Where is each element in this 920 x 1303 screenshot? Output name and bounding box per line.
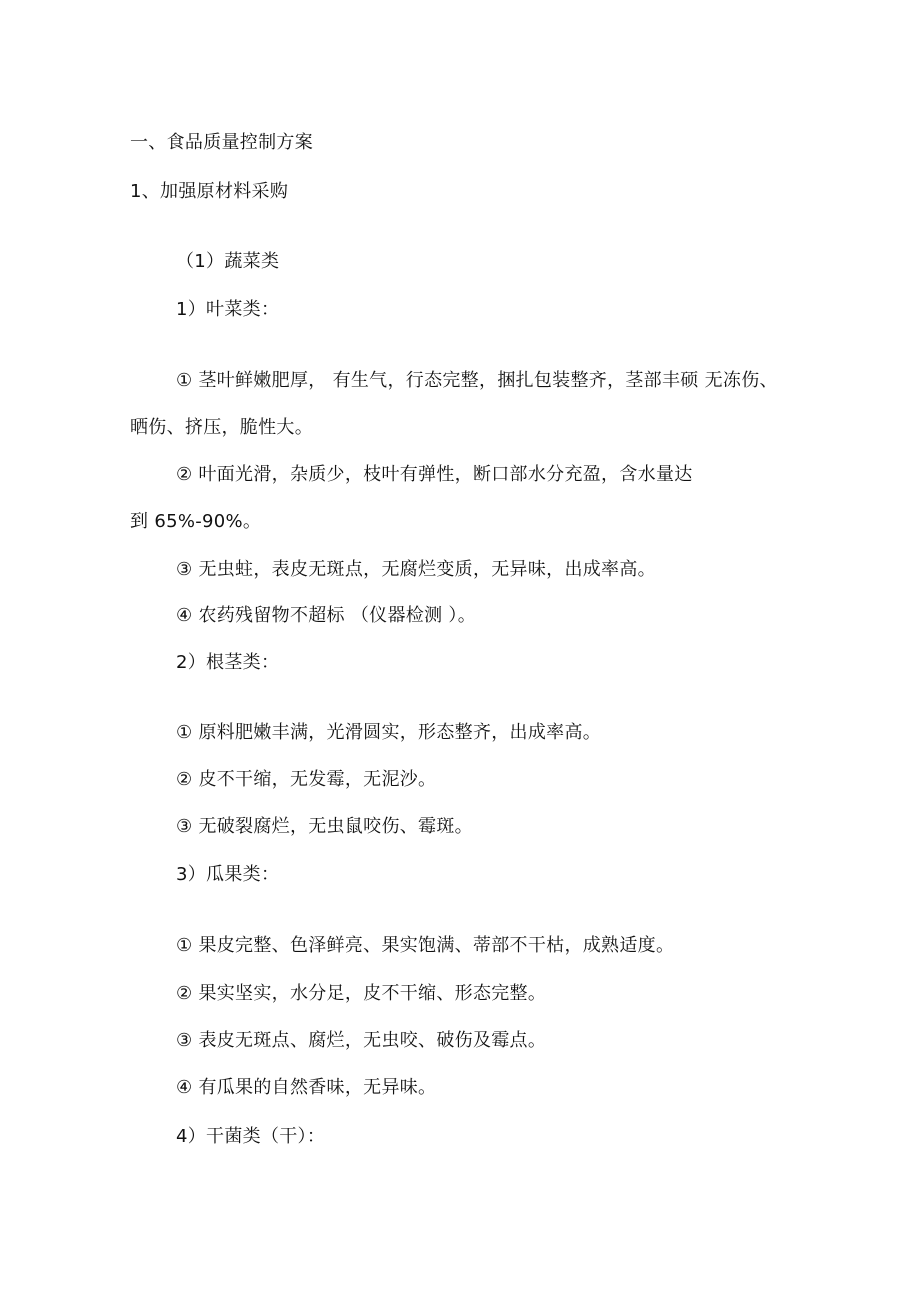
subsection-title-fungi: 4）干菌类（干）： <box>176 1126 326 1147</box>
subsection-title-leafy: 1）叶菜类： <box>176 299 280 320</box>
melon-item-3: ③ 表皮无斑点、腐烂，无虫咬、破伤及霉点。 <box>176 1030 547 1051</box>
root-item-3: ③ 无破裂腐烂，无虫鼠咬伤、霉斑。 <box>176 816 473 837</box>
leafy-item-1: ① 茎叶鲜嫩肥厚， 有生气，行态完整，捆扎包装整齐，茎部丰硕 无冻伤、 <box>176 370 778 391</box>
section-title: 1、加强原材料采购 <box>130 181 289 202</box>
leafy-item-1-continued: 晒伤、挤压，脆性大。 <box>130 417 313 438</box>
leafy-item-2-continued: 到 65%-90%。 <box>130 511 262 532</box>
melon-item-1: ① 果皮完整、色泽鲜亮、果实饱满、蒂部不干枯，成熟适度。 <box>176 935 675 956</box>
subsection-title-melon: 3）瓜果类： <box>176 864 280 885</box>
melon-item-2: ② 果实坚实，水分足，皮不干缩、形态完整。 <box>176 983 547 1004</box>
category-title: （1）蔬菜类 <box>176 251 280 272</box>
document-heading: 一、食品质量控制方案 <box>130 132 313 153</box>
root-item-1: ① 原料肥嫩丰满，光滑圆实，形态整齐，出成率高。 <box>176 722 602 743</box>
root-item-2: ② 皮不干缩，无发霉，无泥沙。 <box>176 769 437 790</box>
leafy-item-2: ② 叶面光滑，杂质少，枝叶有弹性，断口部水分充盈，含水量达 <box>176 464 693 485</box>
leafy-item-4: ④ 农药残留物不超标 （仪器检测 ）。 <box>176 605 476 626</box>
leafy-item-3: ③ 无虫蛀，表皮无斑点，无腐烂变质，无异味，出成率高。 <box>176 559 656 580</box>
subsection-title-root: 2）根茎类： <box>176 652 280 673</box>
melon-item-4: ④ 有瓜果的自然香味，无异味。 <box>176 1077 437 1098</box>
